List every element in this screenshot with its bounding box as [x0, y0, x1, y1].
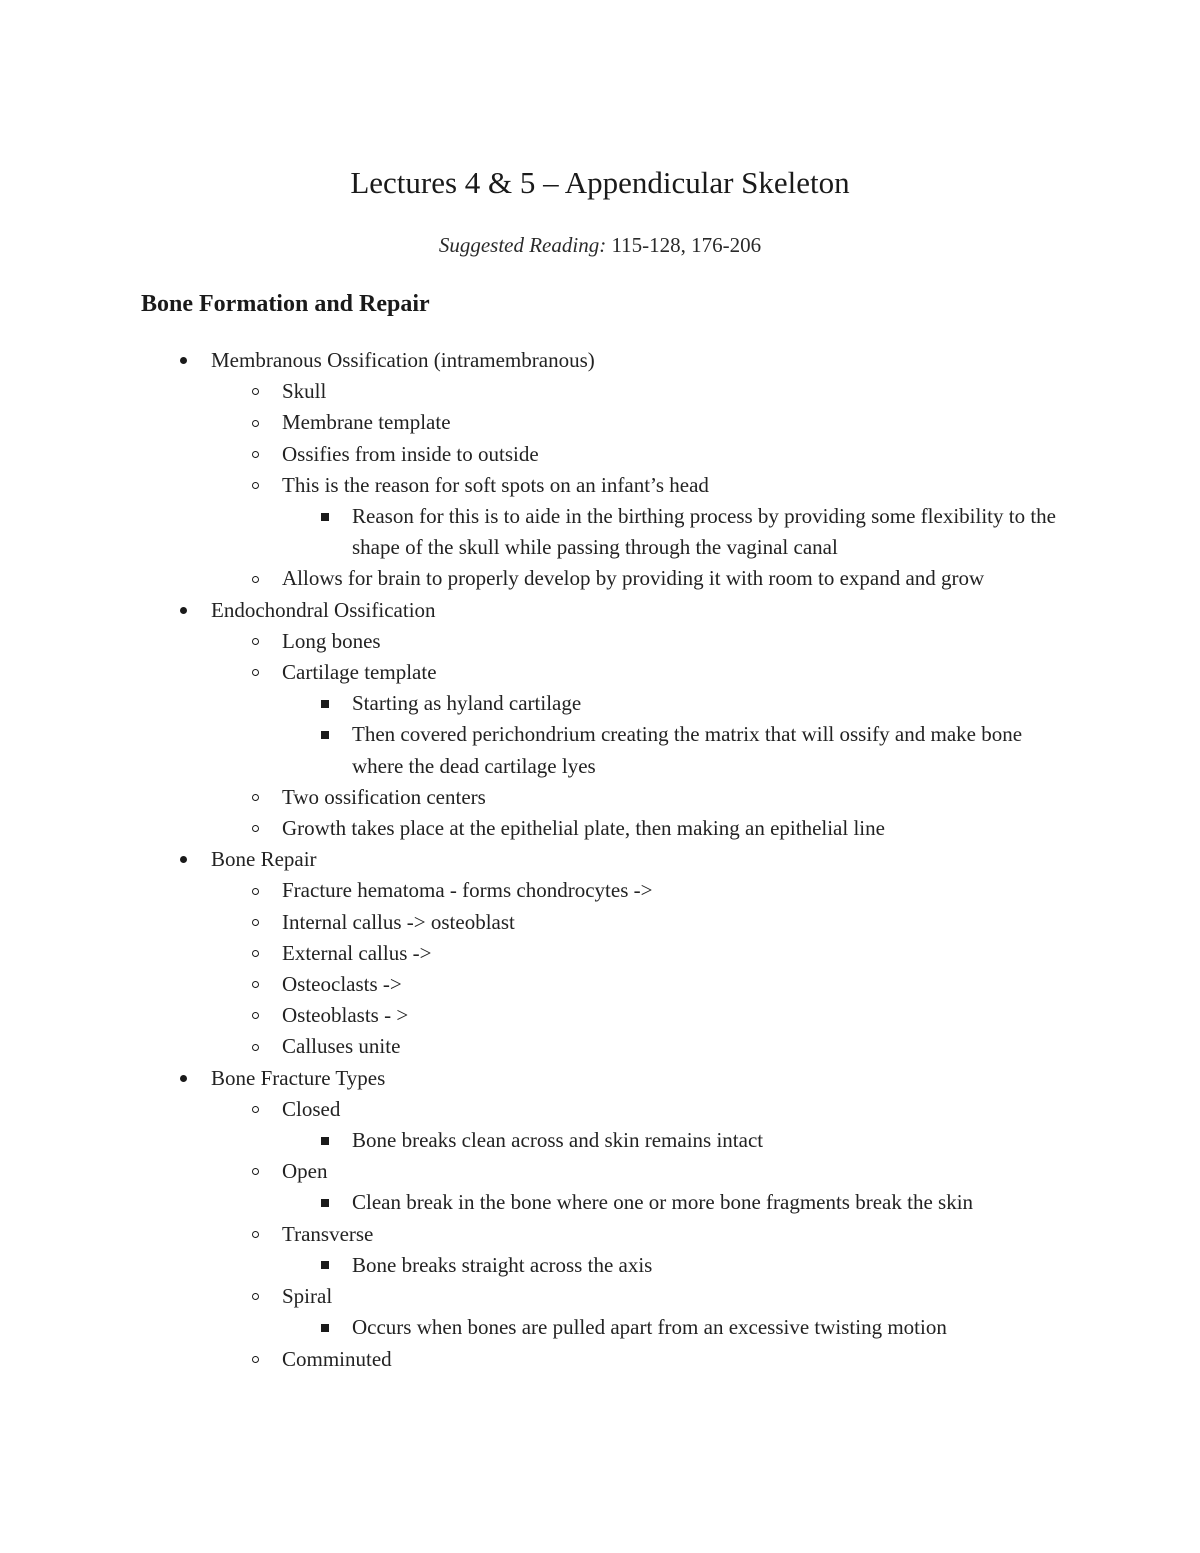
hollow-bullet-icon: [248, 439, 262, 470]
outline-item-text: Bone Fracture Types: [211, 1065, 386, 1090]
outline-item-text: Internal callus -> osteoblast: [282, 909, 515, 934]
filled-bullet-icon: [176, 595, 190, 626]
section-heading: Bone Formation and Repair: [141, 291, 430, 317]
hollow-bullet-icon: [248, 657, 262, 688]
hollow-bullet-icon: [248, 470, 262, 501]
hollow-bullet-icon: [248, 938, 262, 969]
outline-item-text: Osteoblasts - >: [282, 1003, 409, 1028]
outline-item-level-2: [0, 1000, 1200, 1031]
outline-item-text: Endochondral Ossification: [211, 597, 436, 622]
outline-item-level-2: [0, 407, 1200, 438]
outline-item-level-2: [0, 657, 1200, 688]
outline-item-text: Closed: [282, 1096, 341, 1121]
outline-item-text: Ossifies from inside to outside: [282, 441, 539, 466]
outline-item-text: Bone breaks straight across the axis: [352, 1252, 653, 1277]
outline-item-text: Two ossification centers: [282, 784, 486, 809]
hollow-bullet-icon: [248, 1031, 262, 1062]
outline-item-text: Osteoclasts ->: [282, 972, 402, 997]
hollow-bullet-icon: [248, 376, 262, 407]
outline-item-level-2: [0, 813, 1200, 844]
outline-item-level-3: [0, 501, 1200, 563]
suggested-reading: [0, 230, 1200, 260]
outline-item-level-2: [0, 563, 1200, 594]
suggested-reading-pages: 115-128, 176-206: [606, 233, 762, 257]
outline-item-level-2: [0, 439, 1200, 470]
outline-item-level-1: [0, 345, 1200, 376]
outline-item-text: Fracture hematoma - forms chondrocytes ->: [282, 878, 653, 903]
outline-item-level-2: [0, 907, 1200, 938]
outline-item-text: Occurs when bones are pulled apart from an excessive twisting motion: [352, 1315, 947, 1340]
outline-item-level-3: [0, 1250, 1200, 1281]
outline-item-level-2: [0, 1031, 1200, 1062]
outline-item-level-2: [0, 470, 1200, 501]
outline-item-level-2: [0, 1219, 1200, 1250]
hollow-bullet-icon: [248, 626, 262, 657]
hollow-bullet-icon: [248, 1000, 262, 1031]
hollow-bullet-icon: [248, 1219, 262, 1250]
outline-item-level-2: [0, 1344, 1200, 1375]
outline-item-text: Starting as hyland cartilage: [352, 691, 582, 716]
outline-item-text: Bone breaks clean across and skin remains intact: [352, 1128, 764, 1153]
outline-item-text: Spiral: [282, 1284, 333, 1309]
outline-item-text: External callus ->: [282, 940, 432, 965]
outline-item-text: Comminuted: [282, 1346, 392, 1371]
hollow-bullet-icon: [248, 813, 262, 844]
outline-item-text: Cartilage template: [282, 660, 437, 685]
hollow-bullet-icon: [248, 782, 262, 813]
square-bullet-icon: [318, 688, 332, 719]
outline-item-level-2: [0, 875, 1200, 906]
square-bullet-icon: [318, 1125, 332, 1156]
hollow-bullet-icon: [248, 969, 262, 1000]
outline-item-level-2: [0, 626, 1200, 657]
outline-item-level-2: [0, 1156, 1200, 1187]
filled-bullet-icon: [176, 345, 190, 376]
outline-item-level-2: [0, 938, 1200, 969]
outline-item-text: Open: [282, 1159, 328, 1184]
outline-item-level-2: [0, 376, 1200, 407]
hollow-bullet-icon: [248, 563, 262, 594]
outline-item-level-3: [0, 688, 1200, 719]
outline-item-level-2: [0, 1281, 1200, 1312]
outline-item-level-2: [0, 1094, 1200, 1125]
suggested-reading-label: Suggested Reading:: [438, 233, 607, 257]
notes-outline: [0, 345, 1200, 1375]
outline-item-text: Transverse: [282, 1221, 374, 1246]
outline-item-level-3: [0, 1312, 1200, 1343]
outline-item-text: Clean break in the bone where one or more bone fragments break the skin: [352, 1190, 974, 1215]
outline-item-level-3: [0, 719, 1200, 781]
outline-item-text: Bone Repair: [211, 847, 317, 872]
square-bullet-icon: [318, 1250, 332, 1281]
filled-bullet-icon: [176, 844, 190, 875]
hollow-bullet-icon: [248, 875, 262, 906]
page-title: Lectures 4 & 5 – Appendicular Skeleton: [350, 165, 850, 200]
square-bullet-icon: [318, 719, 332, 750]
outline-item-level-1: [0, 1063, 1200, 1094]
outline-item-text: Membranous Ossification (intramembranous): [211, 348, 595, 372]
square-bullet-icon: [318, 501, 332, 532]
filled-bullet-icon: [176, 1063, 190, 1094]
square-bullet-icon: [318, 1187, 332, 1218]
hollow-bullet-icon: [248, 1156, 262, 1187]
hollow-bullet-icon: [248, 1094, 262, 1125]
hollow-bullet-icon: [248, 907, 262, 938]
outline-item-level-1: [0, 595, 1200, 626]
outline-item-level-2: [0, 969, 1200, 1000]
outline-item-text: Then covered perichondrium creating the matrix that will ossify and make bone where the dead cartilage lyes: [352, 722, 1023, 778]
outline-item-text: Membrane template: [282, 410, 451, 435]
outline-item-level-1: [0, 844, 1200, 875]
outline-item-text: Skull: [282, 379, 327, 404]
outline-item-level-2: [0, 782, 1200, 813]
outline-item-text: Calluses unite: [282, 1034, 401, 1059]
outline-item-text: Growth takes place at the epithelial plate, then making an epithelial line: [282, 816, 885, 841]
square-bullet-icon: [318, 1312, 332, 1343]
outline-item-text: Reason for this is to aide in the birthing process by providing some flexibility to the shape of the skull while passing through the vaginal canal: [352, 504, 1056, 560]
outline-item-level-3: [0, 1187, 1200, 1218]
outline-item-text: This is the reason for soft spots on an infant’s head: [282, 472, 709, 497]
hollow-bullet-icon: [248, 1344, 262, 1375]
outline-item-level-3: [0, 1125, 1200, 1156]
hollow-bullet-icon: [248, 407, 262, 438]
outline-item-text: Allows for brain to properly develop by providing it with room to expand and grow: [282, 566, 985, 591]
hollow-bullet-icon: [248, 1281, 262, 1312]
outline-item-text: Long bones: [282, 628, 381, 653]
